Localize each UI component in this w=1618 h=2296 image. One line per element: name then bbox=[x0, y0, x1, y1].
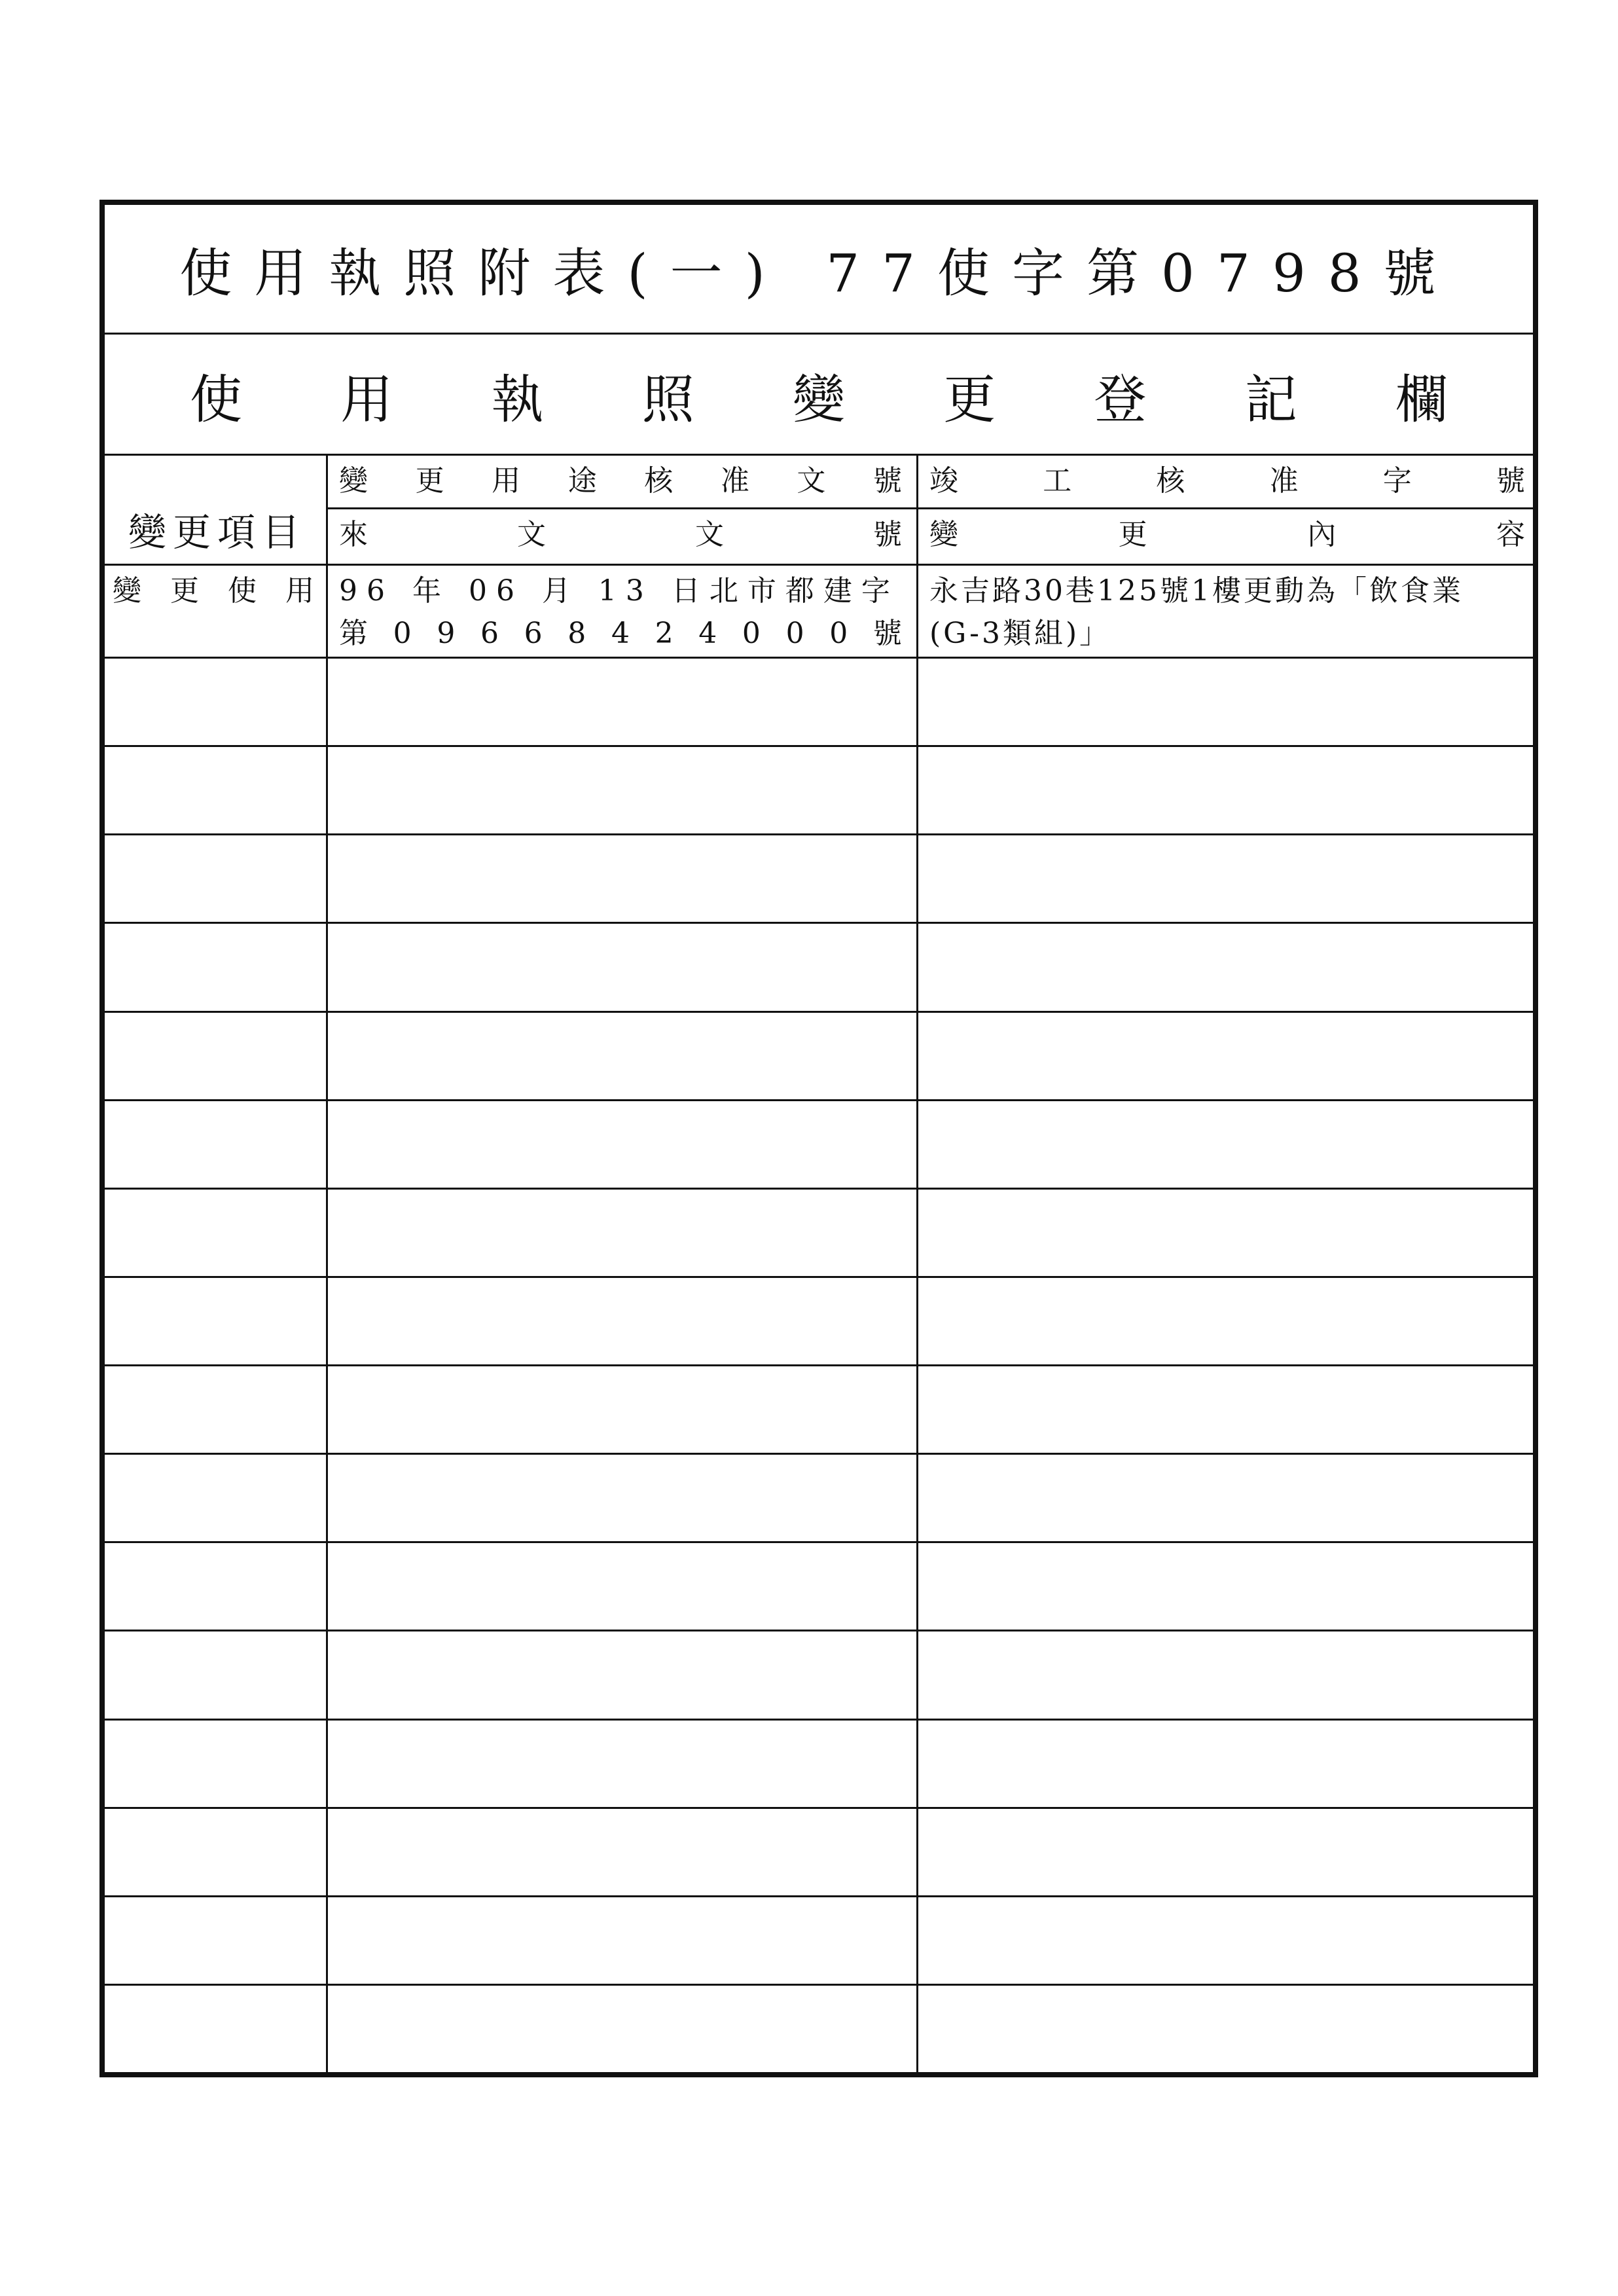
empty-row-line bbox=[105, 1099, 1533, 1101]
section-title-char: 欄 bbox=[1395, 369, 1448, 430]
row-doc-char: 9 bbox=[437, 617, 456, 650]
registration-form bbox=[99, 200, 1538, 2077]
empty-row-line bbox=[105, 1895, 1533, 1897]
row-doc-char: 0 bbox=[785, 617, 804, 650]
section-title-char: 使 bbox=[190, 369, 242, 430]
row-doc-char: 6 bbox=[524, 617, 543, 650]
empty-row-line bbox=[105, 1364, 1533, 1366]
header-char: 變 bbox=[339, 464, 368, 498]
empty-row-line bbox=[105, 1984, 1533, 1986]
row-item-char: 更 bbox=[170, 574, 199, 608]
header-bottom bbox=[105, 564, 1533, 566]
row-doc-char: 8 bbox=[567, 617, 586, 650]
section-title bbox=[190, 355, 1448, 434]
row-content-line1: 永吉路30巷125號1樓更動為「飲食業 bbox=[929, 574, 1464, 608]
row-doc-char: 0 bbox=[393, 617, 412, 650]
header-completion-no bbox=[929, 462, 1525, 501]
section-title-char: 更 bbox=[943, 369, 996, 430]
header-char: 核 bbox=[644, 464, 674, 498]
empty-row-line bbox=[105, 1188, 1533, 1190]
header-change-content bbox=[929, 515, 1525, 555]
header-incoming-doc-no bbox=[339, 515, 902, 555]
header-char: 文 bbox=[797, 464, 826, 498]
row-doc-char: 4 bbox=[698, 617, 717, 650]
row-doc-no-line1: 96 年 06 月 13 日北市都建字 bbox=[339, 574, 899, 608]
header-char: 文 bbox=[517, 518, 546, 551]
header-char: 號 bbox=[872, 464, 902, 498]
section-title-char: 用 bbox=[340, 369, 393, 430]
empty-row-line bbox=[105, 1276, 1533, 1278]
row-doc-char: 6 bbox=[480, 617, 499, 650]
row-line bbox=[105, 657, 1533, 659]
header-char: 來 bbox=[339, 518, 368, 551]
header-char: 號 bbox=[1496, 464, 1525, 498]
header-char: 更 bbox=[415, 464, 444, 498]
row-doc-char: 號 bbox=[872, 617, 902, 650]
row-item-char: 用 bbox=[285, 574, 314, 608]
header-char: 工 bbox=[1043, 464, 1072, 498]
column-divider bbox=[326, 454, 328, 2072]
row-item bbox=[113, 572, 314, 611]
divider bbox=[105, 454, 1533, 456]
section-title-char: 變 bbox=[793, 369, 845, 430]
header-char: 更 bbox=[1118, 518, 1147, 551]
row-item-char: 變 bbox=[113, 574, 141, 608]
header-char: 准 bbox=[720, 464, 749, 498]
header-char: 准 bbox=[1269, 464, 1299, 498]
header-approval-doc-no bbox=[339, 462, 902, 501]
header-char: 竣 bbox=[929, 464, 958, 498]
empty-row-line bbox=[105, 922, 1533, 924]
form-title: 使用執照附表(一) 77使字第0798號 bbox=[179, 243, 1458, 304]
header-char: 號 bbox=[873, 518, 902, 551]
row-doc-char: 0 bbox=[829, 617, 848, 650]
header-char: 文 bbox=[695, 518, 724, 551]
empty-row-line bbox=[105, 1807, 1533, 1809]
header-char: 變 bbox=[929, 518, 958, 551]
header-char: 內 bbox=[1307, 518, 1337, 551]
empty-row-line bbox=[105, 833, 1533, 835]
column-divider bbox=[916, 454, 918, 2072]
empty-row-line bbox=[105, 1453, 1533, 1455]
row-content-line2: (G-3類組)」 bbox=[929, 617, 1111, 650]
row-doc-no-line2 bbox=[339, 614, 902, 653]
empty-row-line bbox=[105, 1541, 1533, 1543]
header-char: 核 bbox=[1156, 464, 1185, 498]
divider bbox=[105, 333, 1533, 335]
empty-row-line bbox=[105, 1630, 1533, 1631]
empty-row-line bbox=[105, 1011, 1533, 1013]
header-char: 容 bbox=[1496, 518, 1525, 551]
header-change-item: 變更項目 bbox=[128, 510, 306, 555]
header-char: 字 bbox=[1382, 464, 1412, 498]
row-doc-char: 第 bbox=[339, 617, 368, 650]
row-doc-char: 4 bbox=[611, 617, 630, 650]
header-char: 用 bbox=[492, 464, 521, 498]
row-doc-char: 2 bbox=[655, 617, 674, 650]
section-title-char: 記 bbox=[1244, 369, 1297, 430]
header-split bbox=[326, 507, 1533, 509]
section-title-char: 照 bbox=[641, 369, 694, 430]
empty-row-line bbox=[105, 745, 1533, 747]
row-doc-char: 0 bbox=[742, 617, 761, 650]
section-title-char: 登 bbox=[1094, 369, 1147, 430]
row-item-char: 使 bbox=[228, 574, 257, 608]
empty-row-line bbox=[105, 1719, 1533, 1721]
section-title-char: 執 bbox=[491, 369, 544, 430]
header-char: 途 bbox=[567, 464, 597, 498]
